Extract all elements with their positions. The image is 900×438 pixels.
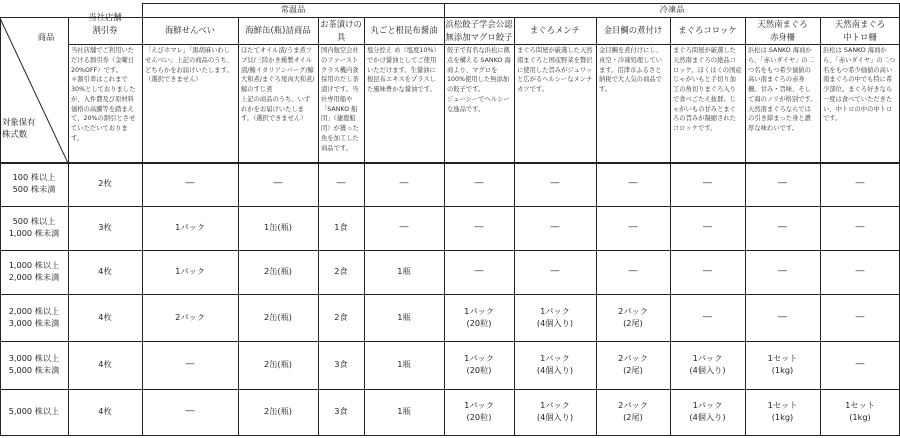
benefit-cell: 1セット (1kg)	[845, 400, 875, 422]
corner-product-label: 商品	[37, 31, 55, 42]
grid-line	[0, 162, 900, 164]
product-description: 「えびホマレ」「黒胡麻いわしせんべい」上記の商品のうち、どちらかをお届けいたします。（選択できません）	[145, 47, 234, 84]
benefit-cell: 2パック (2尾)	[618, 305, 648, 328]
product-name: 海鮮缶(瓶)詰商品	[245, 25, 311, 36]
benefit-cell: 1パック	[175, 266, 205, 277]
product-description: 国内航空会社のファーストクラス機内食採用のだし茶漬けです。当社専用船や「SANKO 船団」（捷鹿船団）が獲った魚を加工した商品です。	[321, 47, 359, 152]
benefit-cell: 1パック (20粒)	[464, 305, 494, 328]
benefit-cell: ―	[550, 266, 560, 277]
benefit-cell: 3枚	[98, 222, 112, 233]
group-header-normal: 常温品	[280, 4, 306, 15]
corner-holding-label: 対象保有 株式数	[2, 116, 36, 139]
grid-line	[238, 17, 239, 436]
product-description: まぐろ問屋が厳選した天然南まぐろの絶品コロッケ。ほくほくの国産じゃがいもと手切り加工の角切りまぐろ入りで食べごたえ抜群。じゃがいもの甘みとまぐろの旨みが凝縮されたコロッケです。	[673, 47, 742, 132]
benefit-cell: 4枚	[98, 311, 112, 322]
benefit-cell: 2食	[334, 311, 348, 322]
tier-label: 2,000 株以上 3,000 株未満	[8, 305, 60, 328]
benefit-cell: 4枚	[98, 266, 112, 277]
benefit-cell: 2缶(瓶)	[264, 266, 292, 277]
benefit-cell: 2パック (2尾)	[618, 400, 648, 422]
benefit-cell: 2食	[334, 266, 348, 277]
product-name: 海鮮せんべい	[164, 25, 216, 36]
product-name: 割引券	[92, 24, 118, 35]
product-description: まぐろ問屋が厳選した天然南まぐろと国産野菜を贅沢に使用した旨みがジュワッと広がるヘルシーなメンチカツです。	[517, 47, 593, 93]
grid-line	[0, 206, 900, 207]
grid-line	[670, 17, 671, 436]
product-description: ほたてオイル漬/うま煮ツブ貝/三陸かき燻製オイル漬/鮪イタリアンバーグ/鯨大和煮/まぐろ尾肉大和煮/鯨のすじ煮 上記の商品のうち、いずれかをお届けいたします。（選択できません）	[241, 47, 315, 123]
grid-line	[0, 294, 900, 295]
benefit-cell: 2缶(瓶)	[264, 406, 292, 417]
benefit-cell: ―	[474, 222, 484, 233]
benefit-cell: ―	[855, 311, 865, 322]
grid-line	[0, 389, 900, 390]
grid-line	[514, 17, 515, 436]
product-description: 塩分控え め（塩度10%）でかけ醤油としてご使用いただけます。生醤油に根昆布エキスをプラスした風味豊かな醤油です。	[367, 47, 440, 93]
grid-line	[0, 250, 900, 251]
benefit-cell: 2枚	[98, 178, 112, 189]
benefit-cell: 2パック (2尾)	[618, 353, 648, 375]
product-description: 当社店舗でご利用いただける割引券（金曜日20%OFF）です。 ＊割引率はこれまで30%としておりましたが、入件費及び原材料価格の高騰等を踏まえて、20%の割引とさせていただいております。	[71, 47, 136, 142]
benefit-cell: ―	[855, 178, 865, 189]
product-description: 浜松は SANKO 海商から、「赤いダイヤ」の二つ名をもつ希少価値の高い南まぐろの赤身柵。甘み・旨味、そして海のノリが格別です。天然南まぐろならではの引き締まった身と濃厚な味わいです。	[748, 47, 817, 132]
product-name: 天然南まぐろ 中トロ柵	[834, 19, 886, 42]
benefit-cell: 1パック (4個入り)	[689, 353, 726, 375]
benefit-cell: 1セット (1kg)	[767, 353, 798, 375]
benefit-cell: 1パック (4個入り)	[536, 305, 574, 328]
benefit-cell: ―	[703, 311, 712, 322]
benefit-cell: ―	[703, 266, 712, 277]
tier-label: 5,000 株以上	[8, 406, 60, 417]
benefit-cell: 1瓶	[397, 266, 411, 277]
benefit-cell: 2缶(瓶)	[264, 311, 292, 322]
grid-line	[596, 17, 597, 436]
product-name: お茶漬けの具	[320, 19, 362, 42]
benefit-cell: 1缶(瓶)	[264, 222, 292, 233]
grid-line	[142, 3, 143, 436]
benefit-cell: 1瓶	[397, 311, 411, 322]
product-description: 餃子で有名な浜松に拠点を構える SANKO 海商より、マグロを100%使用した無添加の餃子です。 ジューシーでヘルシーな逸品です。	[447, 47, 511, 113]
benefit-cell: ―	[628, 178, 638, 189]
benefit-cell: ―	[855, 359, 865, 370]
product-name: 丸ごと根昆布醤油	[370, 25, 438, 36]
grid-line	[745, 17, 746, 436]
product-description: 金目鯛を煮付けにし、真空・冷凍処理しています。沼津市ふるさと納税で大人気の商品です。	[599, 47, 662, 93]
benefit-cell: ―	[628, 266, 638, 277]
benefit-cell: ―	[474, 266, 484, 277]
grid-line	[0, 17, 1, 436]
product-name: 天然南まぐろ 赤身柵	[757, 19, 808, 42]
grid-line	[142, 17, 900, 18]
grid-line	[820, 17, 821, 436]
benefit-cell: ―	[778, 311, 787, 322]
benefit-cell: 1パック	[175, 222, 205, 233]
benefit-cell: ―	[550, 222, 560, 233]
product-name: 浜松餃子学会公認 無添加マグロ餃子	[445, 19, 513, 42]
benefit-cell: 3食	[334, 359, 348, 370]
tier-label: 500 株以上 1,000 株未満	[8, 216, 60, 238]
benefit-cell: ―	[399, 222, 409, 233]
benefit-cell: 4枚	[98, 406, 112, 417]
grid-line	[0, 17, 142, 18]
product-description: 浜松は SANKO 海商から、「赤いダイヤ」の二つ名をもつ希少価値の高い南まぐろの中でも特に希少部位。まぐろ好きなら一度は食べていただきたい、中トロの中の中トロです。	[823, 47, 896, 123]
product-name: 金目鯛の煮付け	[603, 25, 663, 36]
tier-label: 1,000 株以上 2,000 株未満	[8, 260, 60, 282]
benefit-cell: ―	[399, 178, 409, 189]
benefit-cell: ―	[273, 178, 283, 189]
grid-line	[318, 17, 319, 436]
benefit-cell: 1セット (1kg)	[767, 400, 798, 422]
grid-line	[68, 44, 900, 45]
benefit-cell: ―	[474, 178, 484, 189]
grid-line	[0, 341, 900, 342]
tier-label: 100 株以上 500 株未満	[12, 172, 56, 194]
benefit-cell: 1パック (4個入り)	[689, 400, 726, 422]
product-name: まぐろメンチ	[529, 25, 581, 36]
benefit-cell: 1パック (20粒)	[464, 353, 494, 375]
benefit-cell: 4枚	[98, 359, 112, 370]
benefit-cell: 1パック (20粒)	[464, 400, 494, 422]
benefit-cell: 2缶(瓶)	[264, 359, 292, 370]
benefit-cell: ―	[703, 178, 712, 189]
benefit-cell: ―	[628, 222, 638, 233]
benefit-cell: ―	[185, 406, 195, 417]
grid-line	[142, 3, 900, 4]
benefit-cell: 3食	[334, 406, 348, 417]
benefit-cell: ―	[550, 178, 560, 189]
benefit-cell: 1食	[334, 222, 348, 233]
benefit-cell: ―	[185, 359, 195, 370]
benefit-cell: ―	[778, 178, 787, 189]
benefit-cell: ―	[778, 266, 787, 277]
grid-line	[0, 435, 900, 436]
benefit-cell: 1パック (4個入り)	[536, 400, 574, 422]
benefit-cell: 1瓶	[397, 359, 411, 370]
grid-line	[68, 17, 69, 436]
benefit-cell: ―	[336, 178, 346, 189]
grid-line	[444, 3, 445, 436]
grid-line	[364, 17, 365, 436]
benefit-cell: ―	[703, 222, 712, 233]
benefit-cell: ―	[855, 222, 865, 233]
benefit-cell: ―	[778, 222, 787, 233]
group-header-frozen: 冷凍品	[659, 4, 685, 15]
benefit-cell: 2パック	[175, 311, 205, 322]
tier-label: 3,000 株以上 5,000 株未満	[8, 353, 60, 375]
benefit-cell: 1パック (4個入り)	[536, 353, 574, 375]
benefit-cell: ―	[185, 178, 195, 189]
product-name: まぐろコロッケ	[678, 25, 737, 36]
benefit-cell: 1瓶	[397, 406, 411, 417]
benefit-cell: ―	[855, 266, 865, 277]
